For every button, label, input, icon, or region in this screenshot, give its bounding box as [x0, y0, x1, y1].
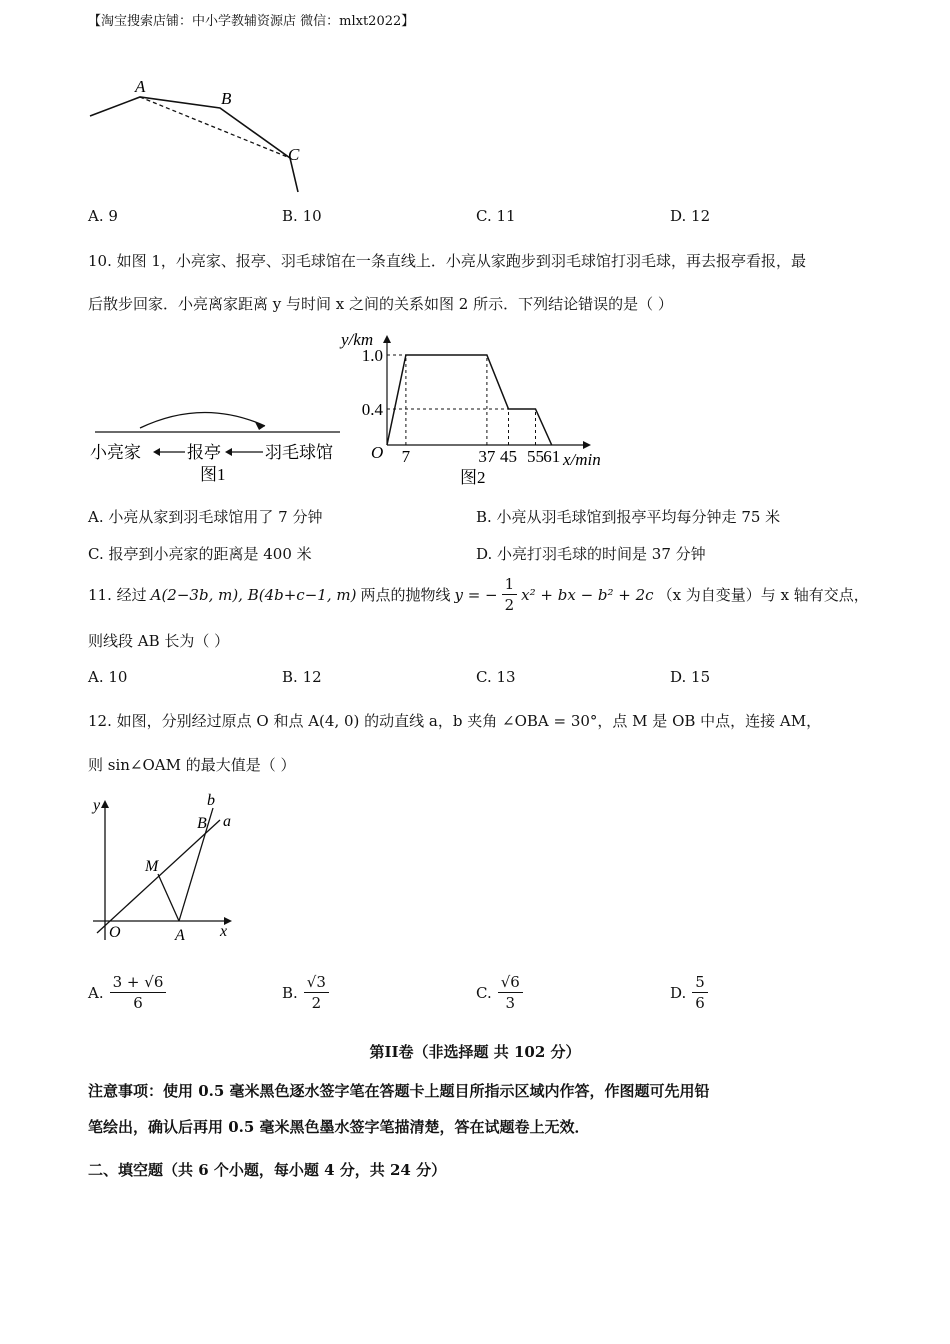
fig1-kiosk: 报亭: [187, 443, 221, 462]
q10-option-d: D. 小亮打羽毛球的时间是 37 分钟: [476, 545, 706, 563]
q12-option-a: A. $\frac{3 + √6}{6}$: [88, 972, 166, 1013]
q10-option-c: C. 报亭到小亮家的距离是 400 米: [88, 545, 312, 563]
q9-option-d: D. 12: [670, 207, 711, 225]
q9-option-b: B. 10: [282, 207, 322, 225]
q9-label-b: B: [221, 89, 232, 108]
q12-option-d: D. $\frac{5}{6}$: [670, 972, 708, 1013]
q10-figure2-chart: [335, 325, 625, 490]
q10-option-b: B. 小亮从羽毛球馆到报亭平均每分钟走 75 米: [476, 508, 781, 526]
q10-option-a: A. 小亮从家到羽毛球馆用了 7 分钟: [88, 508, 323, 526]
chart-ytick-1.0: 1.0: [361, 346, 383, 365]
q12-stem-line1: 12. 如图，分别经过原点 O 和点 A(4, 0) 的动直线 a，b 夹角 ∠OBA = 30°，点 M 是 OB 中点，连接 AM，: [88, 712, 822, 730]
chart-xtick-7: 7: [401, 447, 411, 466]
chart-xtick-45: 45: [500, 447, 517, 466]
fig1-gym: 羽毛球馆: [265, 443, 333, 462]
q12-label-o: O: [109, 924, 121, 941]
q12-option-c: C. $\frac{√6}{3}$: [476, 972, 523, 1013]
q9-option-c: C. 11: [476, 207, 516, 225]
q9-figure: [80, 70, 320, 200]
q11-option-c: C. 13: [476, 668, 516, 686]
chart-y-label: y/km: [341, 330, 374, 349]
q12-label-b: B: [197, 815, 207, 832]
part2-notice-line2: 笔绘出，确认后再用 0.5 毫米黑色墨水签字笔描清楚，答在试题卷上无效．: [88, 1118, 590, 1136]
q11-option-a: A. 10: [88, 668, 128, 686]
q12-stem-line2: 则 sin∠OAM 的最大值是（ ）: [88, 756, 296, 774]
part2-notice-line1: 注意事项：使用 0.5 毫米黑色逐水签字笔在答题卡上题目所指示区域内作答，作图题可先用铅: [88, 1082, 710, 1100]
chart-caption: 图2: [460, 468, 486, 487]
q12-line-label-a: a: [223, 813, 231, 830]
q11-option-b: B. 12: [282, 668, 322, 686]
q12-option-b: B. $\frac{√3}{2}$: [282, 972, 329, 1013]
page-header: 【淘宝搜索店铺：中小学教辅资源店 微信：mlxt2022】: [88, 14, 415, 29]
q11-points: A(2−3b, m), B(4b+c−1, m): [150, 585, 357, 604]
q11-stem-line1: 11. 经过 A(2−3b, m), B(4b+c−1, m) 两点的抛物线 y = − $\frac{1}{2}$ x² + bx − b² + 2c （x 为自变量）与 x 轴有交点，: [88, 575, 869, 614]
q12-line-b: [179, 808, 213, 921]
q9-label-a: A: [135, 77, 146, 96]
q12-line-label-b: b: [207, 792, 215, 809]
q12-label-a: A: [175, 927, 185, 944]
q12-label-m: M: [145, 858, 159, 875]
chart-ytick-0.4: 0.4: [361, 400, 383, 419]
q12-axis-x: x: [220, 923, 228, 940]
q12-figure: [85, 790, 250, 950]
part2-title: 第II卷（非选择题 共 102 分）: [369, 1043, 581, 1061]
q9-polyline: [90, 97, 298, 192]
q9-option-a: A. 9: [88, 207, 118, 225]
q10-stem-line2: 后散步回家．小亮离家距离 y 与时间 x 之间的关系如图 2 所示．下列结论错误的是（ ）: [88, 295, 673, 313]
chart-xtick-61: 61: [543, 447, 561, 466]
q11-fraction: $\frac{1}{2}$: [502, 574, 518, 615]
q9-label-c: C: [288, 145, 300, 164]
chart-series-line: [387, 355, 552, 445]
q10-stem-line1: 10. 如图 1，小亮家、报亭、羽毛球馆在一条直线上．小亮从家跑步到羽毛球馆打羽毛球，再去报亭看报，最: [88, 252, 806, 270]
chart-origin: O: [371, 443, 384, 462]
section-fill-blank-title: 二、填空题（共 6 个小题，每小题 4 分，共 24 分）: [88, 1161, 447, 1179]
q11-stem-line2: 则线段 AB 长为（ ）: [88, 632, 230, 650]
q9-dashed-ac: [140, 97, 290, 158]
q12-axis-y: y: [93, 797, 101, 814]
q11-option-d: D. 15: [670, 668, 711, 686]
fig1-caption: 图1: [200, 465, 226, 484]
q12-segment-am: [158, 874, 179, 921]
chart-xtick-37: 37: [478, 447, 496, 466]
fig1-home: 小亮家: [90, 443, 141, 462]
q10-figure1: [85, 400, 350, 485]
chart-x-label: x/min: [563, 450, 601, 469]
chart-xtick-55: 55: [527, 447, 544, 466]
